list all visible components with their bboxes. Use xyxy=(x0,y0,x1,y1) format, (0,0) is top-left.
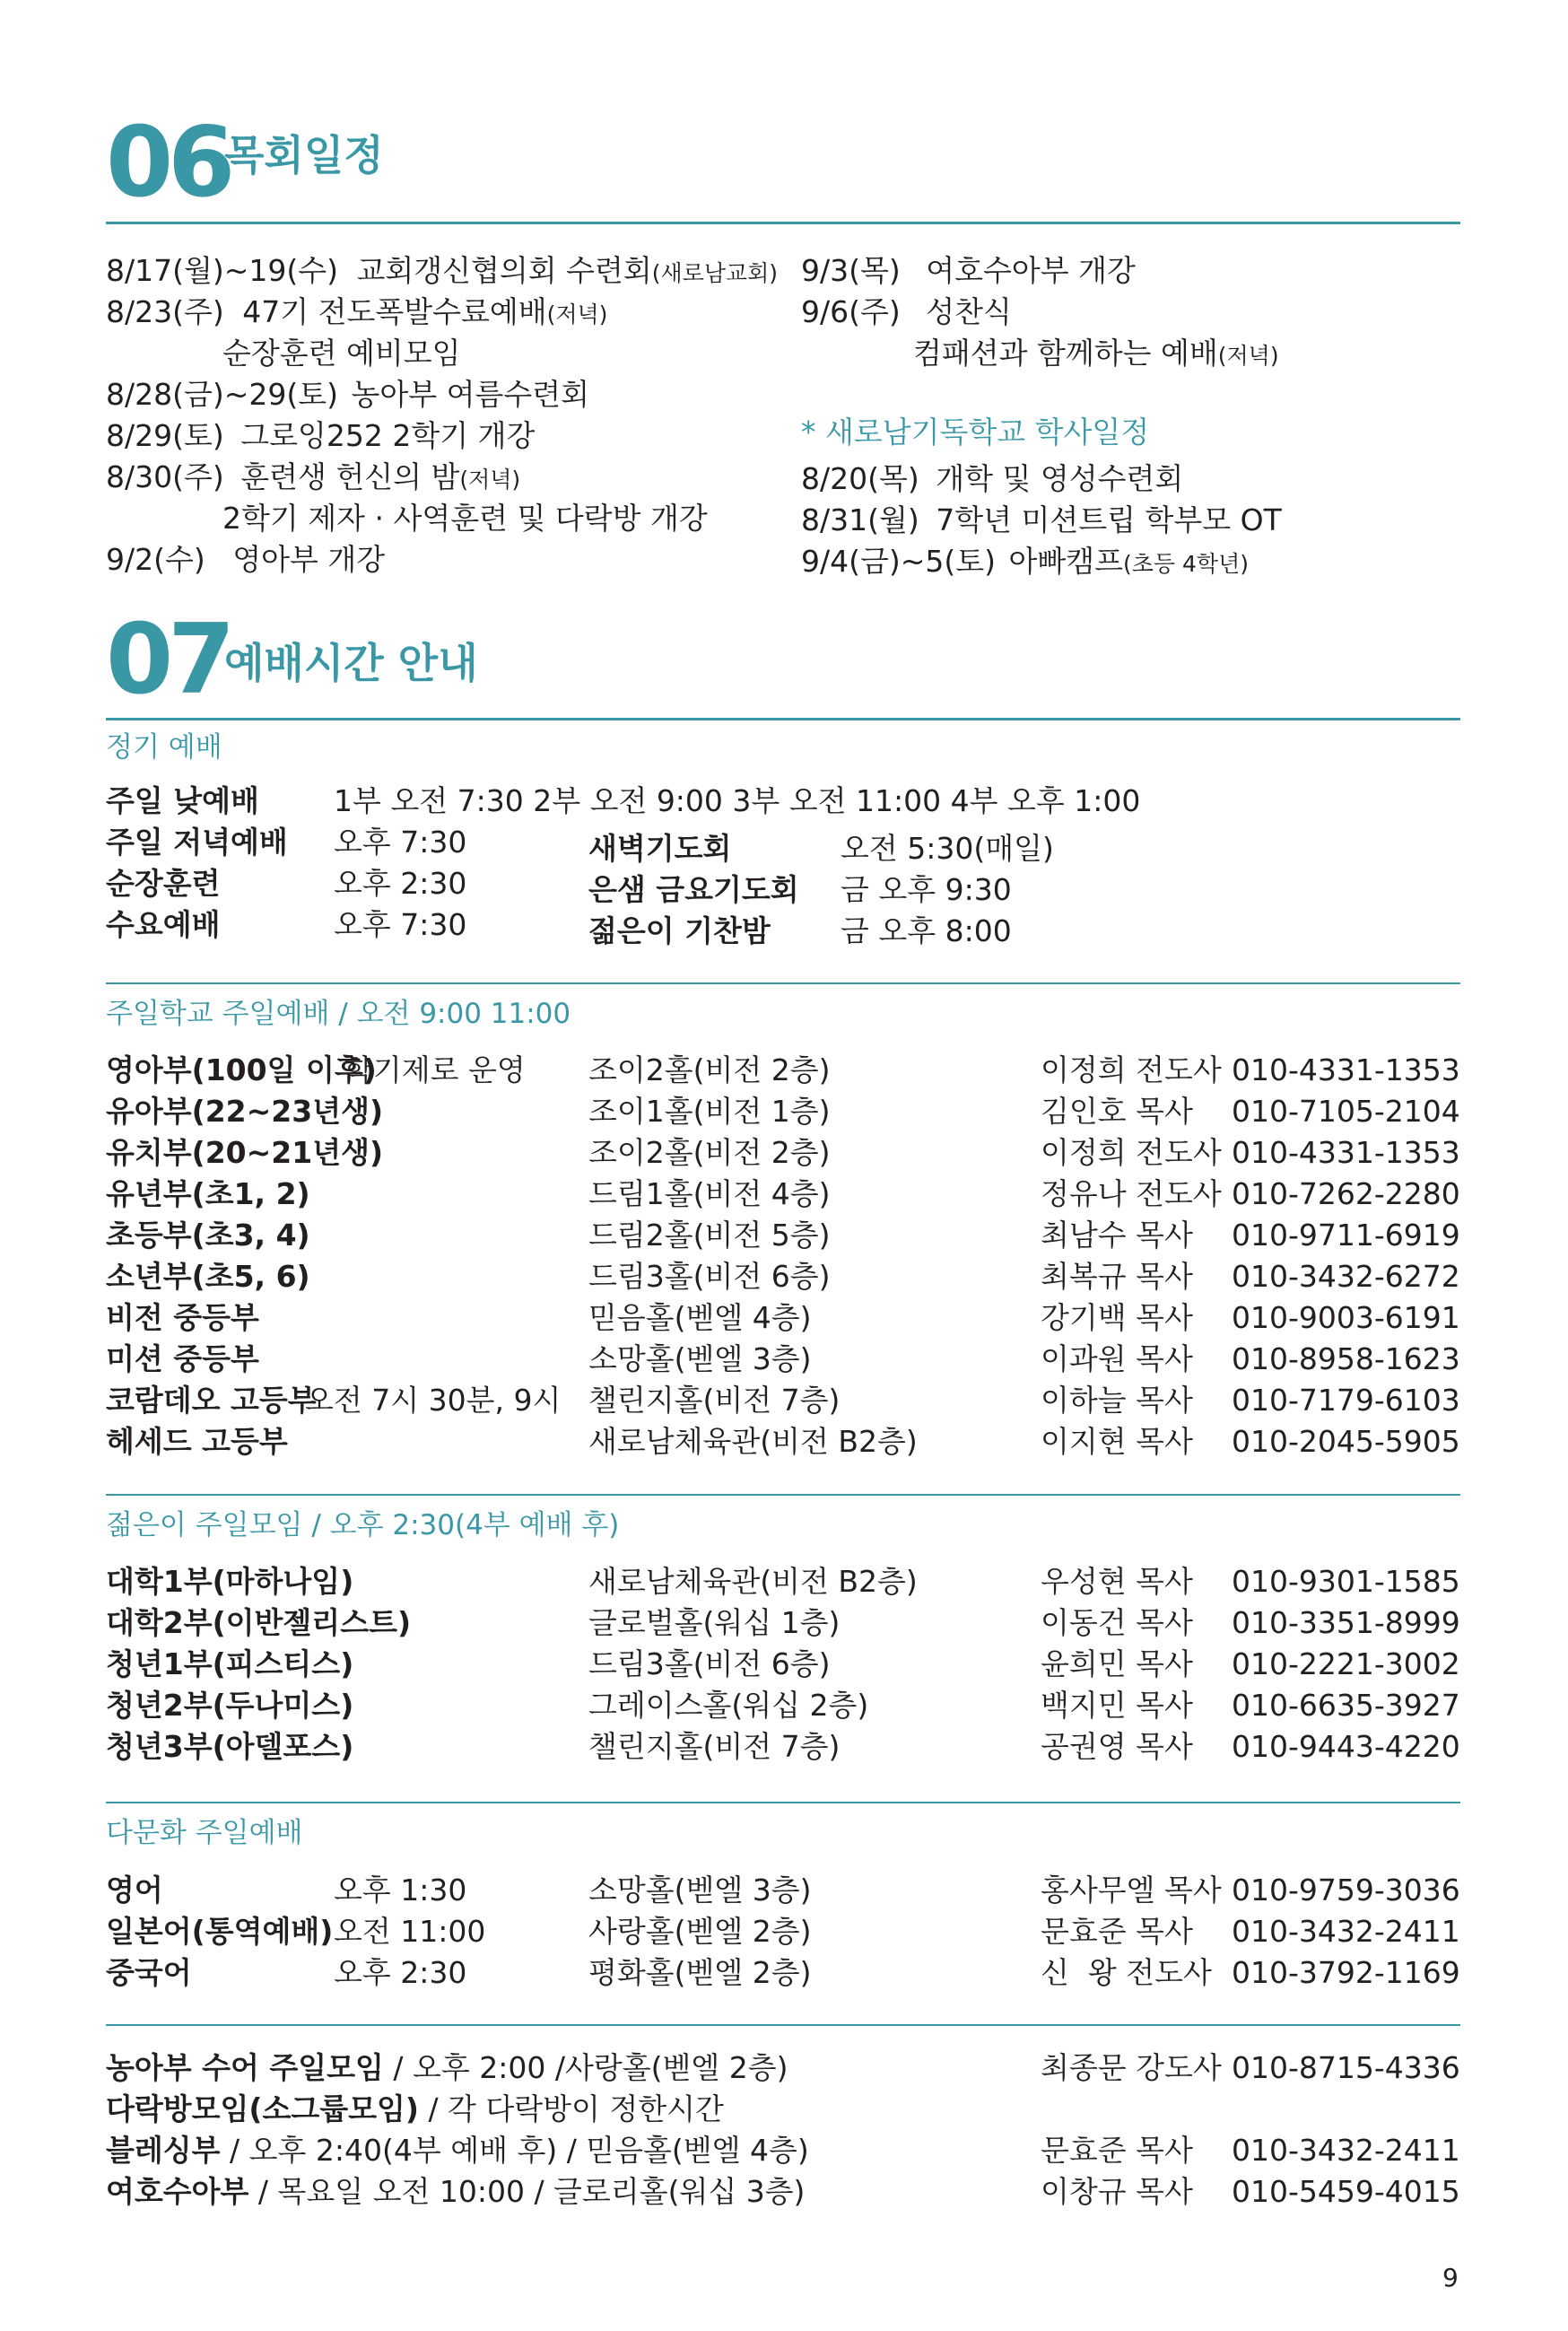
person: 이정희 전도사 xyxy=(1041,1135,1222,1170)
worship-name: 주일 저녁예배 xyxy=(106,825,288,860)
worship-time: 금 오후 9:30 xyxy=(841,872,1012,907)
dept-name: 초등부(초3, 4) xyxy=(106,1218,310,1253)
schedule-text: 그로잉252 2학기 개강 xyxy=(240,418,536,453)
schedule-date: 8/17(월)~19(수) xyxy=(106,253,339,288)
section-06-number: 06 xyxy=(106,107,231,219)
worship-name: 젊은이 기찬밤 xyxy=(588,913,771,948)
place: 새로남체육관(비전 B2층) xyxy=(588,1424,918,1459)
schedule-date: 9/2(수) xyxy=(106,542,205,577)
dept-name: 유년부(초1, 2) xyxy=(106,1176,310,1211)
dept-name: 청년1부(피스티스) xyxy=(106,1646,354,1681)
dept-name: 대학2부(이반젤리스트) xyxy=(106,1605,412,1640)
person: 최남수 목사 xyxy=(1041,1218,1193,1253)
dept-name: 청년3부(아델포스) xyxy=(106,1729,354,1764)
schedule-item xyxy=(106,542,386,577)
schedule-date: 9/4(금)~5(토) xyxy=(801,544,997,579)
dept-name: 헤세드 고등부 xyxy=(106,1424,288,1459)
person: 문효준 목사 xyxy=(1041,1914,1193,1949)
dept-extra: 오전 7시 30분, 9시 xyxy=(305,1383,562,1418)
page-number: 9 xyxy=(1442,2263,1459,2292)
youth-meeting-title: 젊은이 주일모임 / 오후 2:30(4부 예배 후) xyxy=(106,1509,620,1541)
person: 문효준 목사 xyxy=(1041,2133,1193,2168)
schedule-date: 8/30(주) xyxy=(106,459,224,494)
worship-time: 오후 7:30 xyxy=(334,907,467,942)
schedule-item xyxy=(913,336,1279,371)
schedule-text: 순장훈련 예비모임 xyxy=(222,336,461,371)
worship-time: 오전 5:30(매일) xyxy=(841,831,1054,866)
place: 소망홀(벧엘 3층) xyxy=(588,1341,812,1376)
place: 챌린지홀(비전 7층) xyxy=(588,1729,841,1764)
schedule-item xyxy=(801,502,1282,537)
phone: 010-3432-2411 xyxy=(1232,2133,1460,2168)
schedule-text: 2학기 제자 · 사역훈련 및 다락방 개강 xyxy=(222,501,708,536)
divider xyxy=(106,982,1460,984)
regular-worship-title: 정기 예배 xyxy=(106,731,222,764)
place: 챌린지홀(비전 7층) xyxy=(588,1383,841,1418)
meeting-info: 다락방모임(소그룹모임) / 각 다락방이 정한시간 xyxy=(106,2091,724,2126)
schedule-note: (초등 4학년) xyxy=(1123,551,1249,577)
place: 드림2홀(비전 5층) xyxy=(588,1218,831,1253)
schedule-text: 성찬식 xyxy=(926,294,1012,329)
schedule-text: 농아부 여름수련회 xyxy=(351,377,590,412)
time: 오후 1:30 xyxy=(334,1873,467,1908)
schedule-text: 47기 전도폭발수료예배 xyxy=(242,294,547,329)
schedule-note: (저녁) xyxy=(546,301,608,327)
dept-name: 유아부(22~23년생) xyxy=(106,1094,384,1129)
person: 김인호 목사 xyxy=(1041,1094,1193,1129)
schedule-item xyxy=(106,294,608,329)
person: 신 왕 전도사 xyxy=(1041,1955,1212,1990)
place: 조이2홀(비전 2층) xyxy=(588,1052,831,1087)
worship-name: 수요예배 xyxy=(106,907,221,942)
time: 오전 11:00 xyxy=(334,1914,486,1949)
phone: 010-3351-8999 xyxy=(1232,1605,1460,1640)
schedule-date: 9/6(주) xyxy=(801,294,901,329)
person: 이정희 전도사 xyxy=(1041,1052,1222,1087)
schedule-text: 아빠캠프 xyxy=(1008,544,1124,579)
school-schedule-title: * 새로남기독학교 학사일정 xyxy=(801,415,1150,450)
schedule-note: (저녁) xyxy=(459,467,521,493)
place: 소망홀(벧엘 3층) xyxy=(588,1873,812,1908)
phone: 010-9759-3036 xyxy=(1232,1873,1460,1908)
dept-name: 중국어 xyxy=(106,1955,192,1990)
schedule-date: 8/29(토) xyxy=(106,418,224,453)
schedule-text: 7학년 미션트립 학부모 OT xyxy=(936,502,1282,537)
phone: 010-9301-1585 xyxy=(1232,1564,1460,1599)
place: 드림3홀(비전 6층) xyxy=(588,1646,831,1681)
phone: 010-7105-2104 xyxy=(1232,1094,1460,1129)
dept-name: 대학1부(마하나임) xyxy=(106,1564,354,1599)
person: 최종문 강도사 xyxy=(1041,2050,1222,2085)
worship-name: 새벽기도회 xyxy=(588,831,732,866)
person: 윤희민 목사 xyxy=(1041,1646,1193,1681)
meeting-info: 블레싱부 / 오후 2:40(4부 예배 후) / 믿음홀(벧엘 4층) xyxy=(106,2133,809,2168)
schedule-text: 교회갱신협의회 수련회 xyxy=(356,253,652,288)
dept-name: 일본어(통역예배) xyxy=(106,1914,334,1949)
phone: 010-2045-5905 xyxy=(1232,1424,1460,1459)
place: 평화홀(벧엘 2층) xyxy=(588,1955,812,1990)
phone: 010-9443-4220 xyxy=(1232,1729,1460,1764)
phone: 010-3432-6272 xyxy=(1232,1259,1460,1294)
multicultural-title: 다문화 주일예배 xyxy=(106,1817,303,1849)
schedule-item xyxy=(106,459,521,494)
section-07-number: 07 xyxy=(106,604,231,716)
schedule-date: 8/28(금)~29(토) xyxy=(106,377,339,412)
meeting-info: 농아부 수어 주일모임 / 오후 2:00 /사랑홀(벧엘 2층) xyxy=(106,2050,788,2085)
place: 조이1홀(비전 1층) xyxy=(588,1094,831,1129)
person: 강기백 목사 xyxy=(1041,1300,1193,1335)
phone: 010-4331-1353 xyxy=(1232,1135,1460,1170)
divider xyxy=(106,1494,1460,1496)
person: 백지민 목사 xyxy=(1041,1688,1193,1723)
schedule-date: 8/20(목) xyxy=(801,461,919,496)
schedule-text: 여호수아부 개강 xyxy=(926,253,1136,288)
section-06-divider xyxy=(106,222,1460,224)
person: 홍사무엘 목사 xyxy=(1041,1873,1222,1908)
divider xyxy=(106,2024,1460,2026)
meeting-info: 여호수아부 / 목요일 오전 10:00 / 글로리홀(워십 3층) xyxy=(106,2174,806,2209)
worship-name: 순장훈련 xyxy=(106,866,221,901)
schedule-note: (새로남교회) xyxy=(651,260,779,286)
divider xyxy=(106,1802,1460,1803)
schedule-date: 8/31(월) xyxy=(801,502,919,537)
phone: 010-7179-6103 xyxy=(1232,1383,1460,1418)
phone: 010-3792-1169 xyxy=(1232,1955,1460,1990)
section-07-title: 예배시간 안내 xyxy=(224,639,478,687)
phone: 010-2221-3002 xyxy=(1232,1646,1460,1681)
worship-time: 오후 2:30 xyxy=(334,866,467,901)
place: 글로벌홀(워십 1층) xyxy=(588,1605,841,1640)
schedule-item xyxy=(801,294,1012,329)
dept-name: 영어 xyxy=(106,1873,163,1908)
schedule-date: 8/23(주) xyxy=(106,294,224,329)
place: 드림3홀(비전 6층) xyxy=(588,1259,831,1294)
phone: 010-9003-6191 xyxy=(1232,1300,1460,1335)
worship-time: 금 오후 8:00 xyxy=(841,913,1012,948)
schedule-item xyxy=(106,377,590,412)
worship-name: 주일 낮예배 xyxy=(106,783,259,818)
section-07-divider xyxy=(106,718,1460,720)
place: 조이2홀(비전 2층) xyxy=(588,1135,831,1170)
schedule-item xyxy=(222,501,708,536)
person: 이창규 목사 xyxy=(1041,2174,1193,2209)
section-06-title: 목회일정 xyxy=(224,131,384,179)
schedule-item xyxy=(801,461,1184,496)
phone: 010-6635-3927 xyxy=(1232,1688,1460,1723)
sunday-school-title: 주일학교 주일예배 / 오전 9:00 11:00 xyxy=(106,998,571,1030)
dept-name: 청년2부(두나미스) xyxy=(106,1688,354,1723)
phone: 010-9711-6919 xyxy=(1232,1218,1460,1253)
schedule-item xyxy=(801,544,1249,579)
phone: 010-4331-1353 xyxy=(1232,1052,1460,1087)
worship-name: 은샘 금요기도회 xyxy=(588,872,799,907)
person: 우성현 목사 xyxy=(1041,1564,1193,1599)
dept-name: 코람데오 고등부 xyxy=(106,1383,317,1418)
schedule-item xyxy=(106,418,536,453)
dept-name: 유치부(20~21년생) xyxy=(106,1135,384,1170)
dept-name: 영아부(100일 이후) xyxy=(106,1052,377,1087)
schedule-item xyxy=(106,253,779,288)
place: 그레이스홀(워십 2층) xyxy=(588,1688,869,1723)
person: 최복규 목사 xyxy=(1041,1259,1193,1294)
person: 정유나 전도사 xyxy=(1041,1176,1222,1211)
worship-times: 1부 오전 7:30 2부 오전 9:00 3부 오전 11:00 4부 오후 1:00 xyxy=(334,783,1141,818)
schedule-text: 개학 및 영성수련회 xyxy=(936,461,1184,496)
person: 이동건 목사 xyxy=(1041,1605,1193,1640)
phone: 010-8715-4336 xyxy=(1232,2050,1460,2085)
dept-name: 미션 중등부 xyxy=(106,1341,259,1376)
schedule-item xyxy=(801,253,1136,288)
worship-time: 오후 7:30 xyxy=(334,825,467,860)
schedule-text: 컴패션과 함께하는 예배 xyxy=(913,336,1218,371)
schedule-note: (저녁) xyxy=(1217,343,1279,369)
person: 이하늘 목사 xyxy=(1041,1383,1193,1418)
place: 믿음홀(벧엘 4층) xyxy=(588,1300,812,1335)
schedule-text: 훈련생 헌신의 밤 xyxy=(240,459,460,494)
person: 이과원 목사 xyxy=(1041,1341,1193,1376)
phone: 010-5459-4015 xyxy=(1232,2174,1460,2209)
place: 새로남체육관(비전 B2층) xyxy=(588,1564,918,1599)
dept-name: 비전 중등부 xyxy=(106,1300,259,1335)
dept-extra: 학기제로 운영 xyxy=(344,1052,526,1087)
schedule-text: 영아부 개강 xyxy=(232,542,386,577)
dept-name: 소년부(초5, 6) xyxy=(106,1259,310,1294)
person: 이지현 목사 xyxy=(1041,1424,1193,1459)
phone: 010-8958-1623 xyxy=(1232,1341,1460,1376)
schedule-item xyxy=(222,336,461,371)
person: 공권영 목사 xyxy=(1041,1729,1193,1764)
place: 사랑홀(벧엘 2층) xyxy=(588,1914,812,1949)
place: 드림1홀(비전 4층) xyxy=(588,1176,831,1211)
time: 오후 2:30 xyxy=(334,1955,467,1990)
phone: 010-3432-2411 xyxy=(1232,1914,1460,1949)
schedule-date: 9/3(목) xyxy=(801,253,901,288)
phone: 010-7262-2280 xyxy=(1232,1176,1460,1211)
